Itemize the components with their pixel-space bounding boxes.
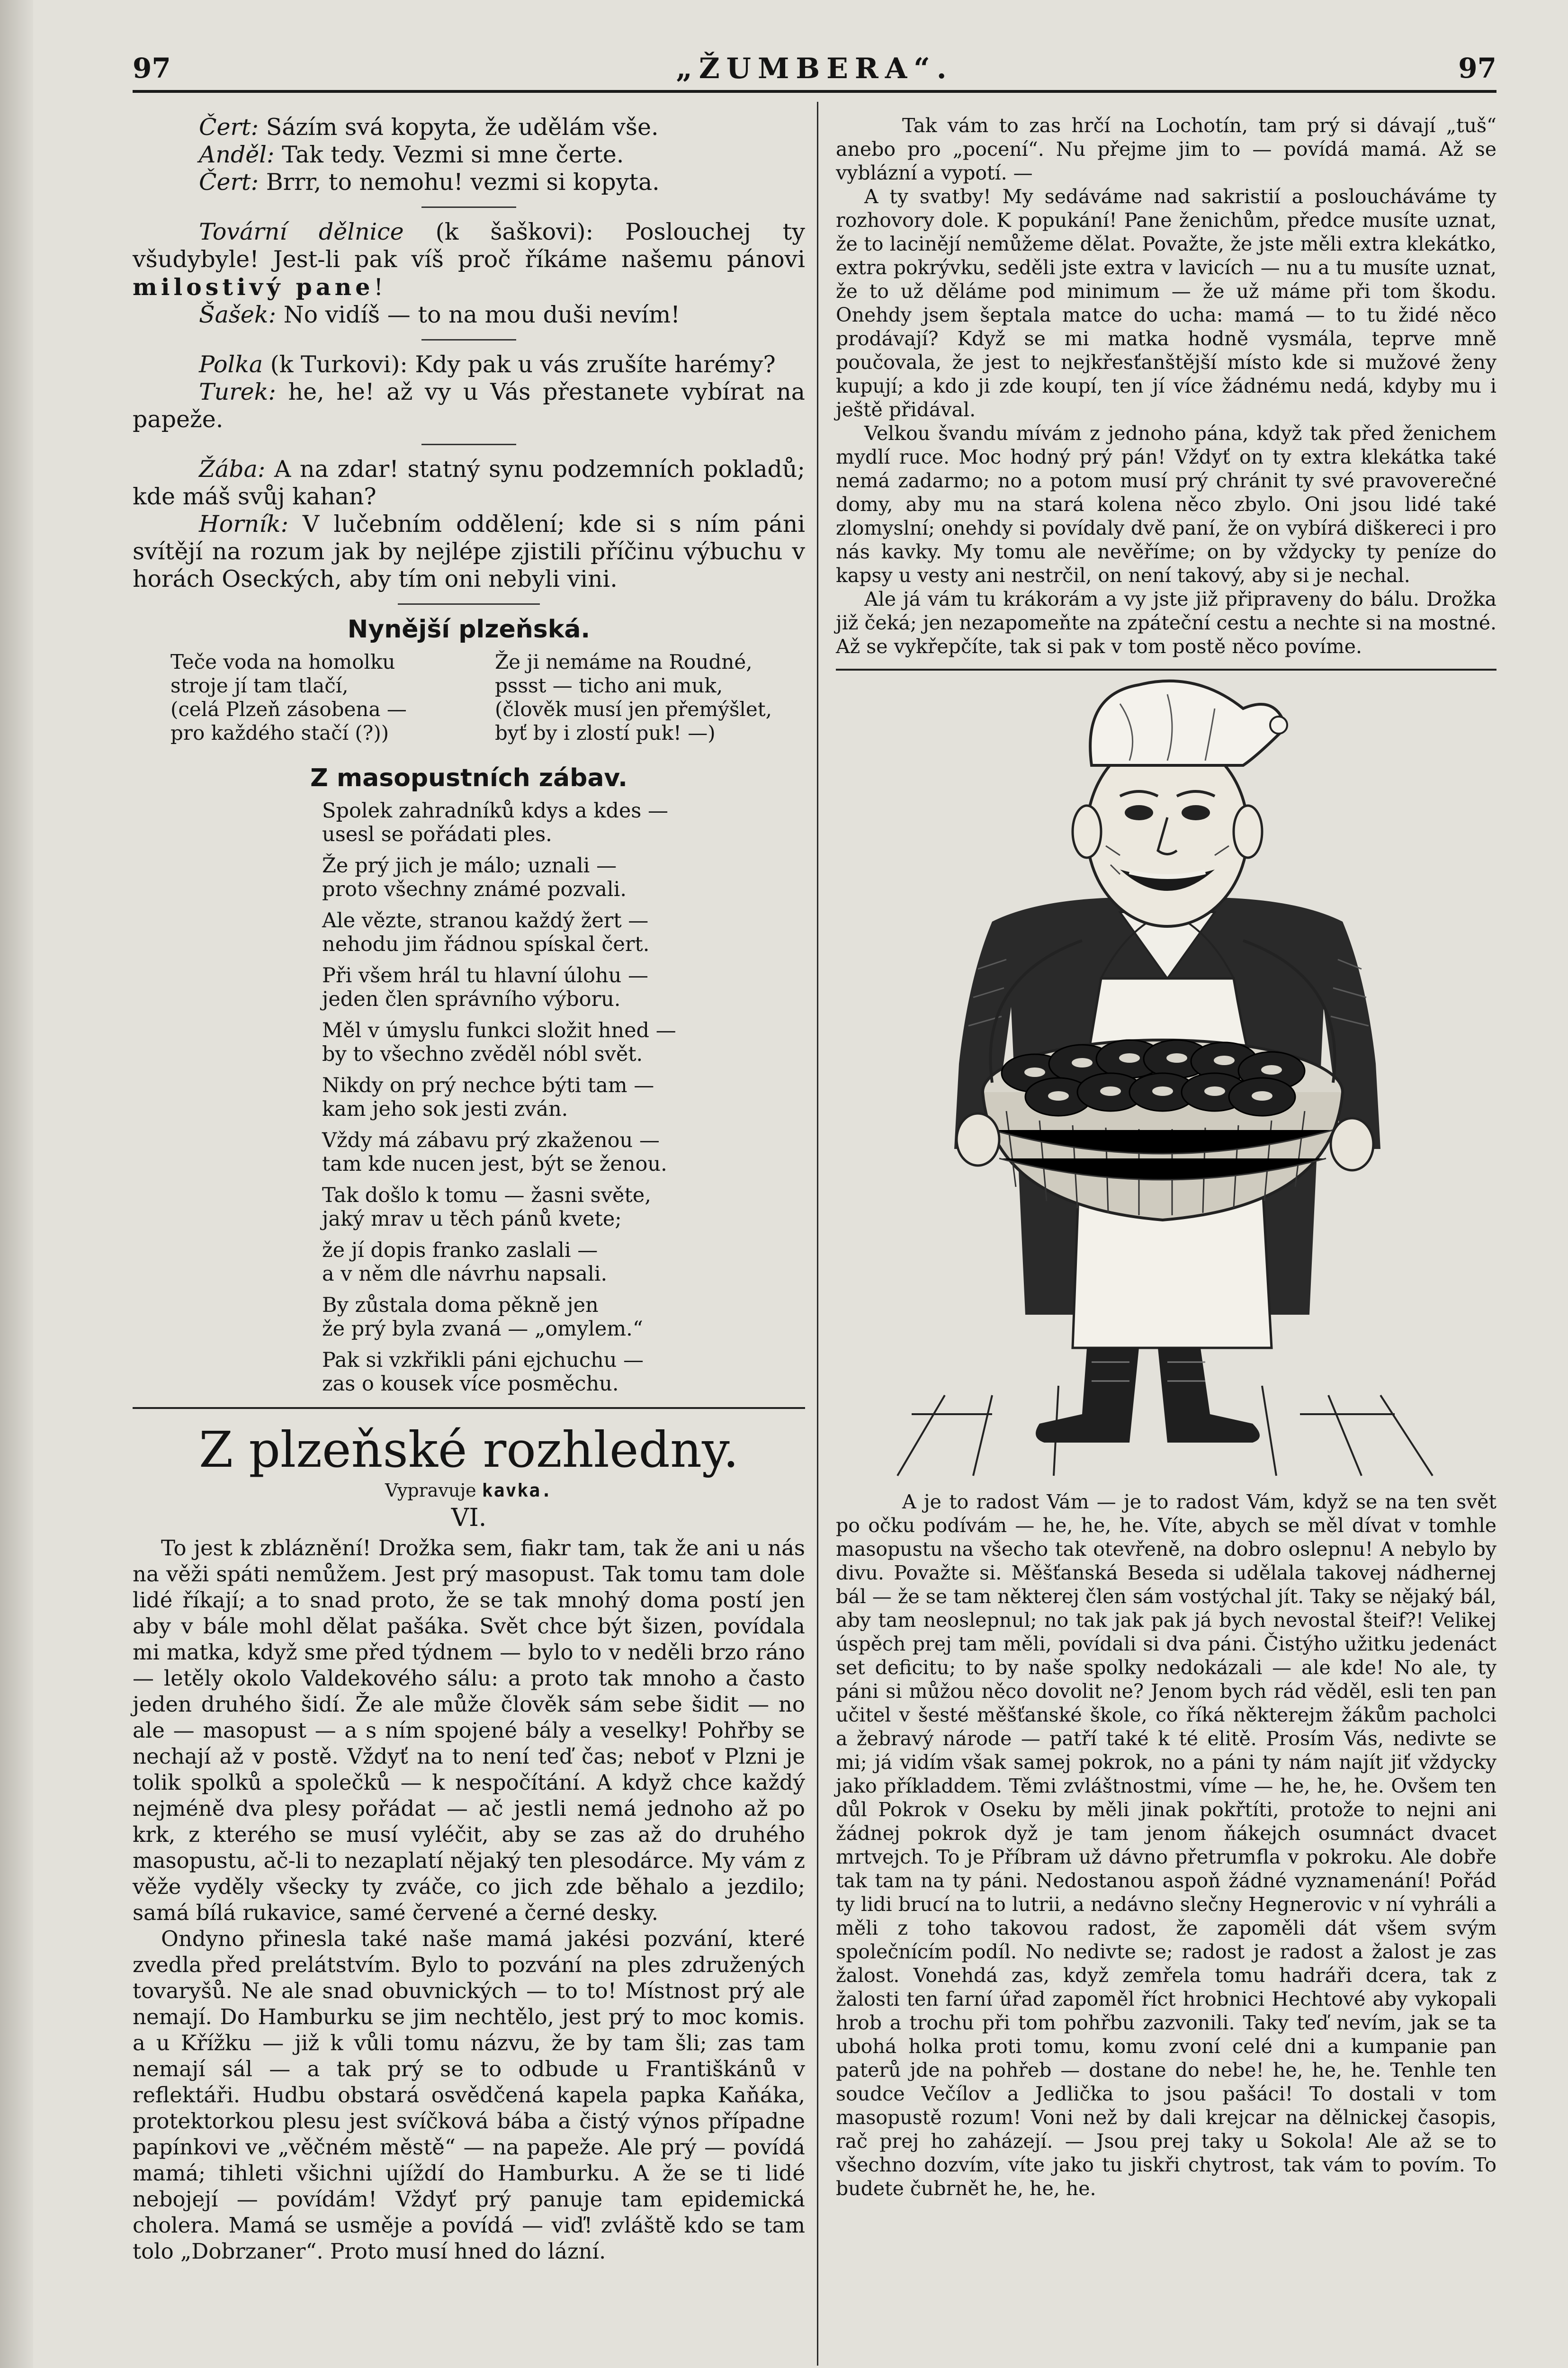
nynejsi-poem (133, 650, 805, 745)
dialogue-line: Čert: Sázím svá kopyta, že udělám vše. (199, 114, 659, 141)
poem-stanza: Vždy má zábavu prý zkaženou — tam kde nucen jest, být se ženou. (322, 1129, 667, 1176)
poem-stanza: Tak došlo k tomu — žasni světe, jaký mrav u těch pánů kvete; (322, 1184, 651, 1231)
dialogue-cert-andel (133, 114, 805, 196)
dialogue-line: Anděl: Tak tedy. Vezmi si mne čerte. (199, 141, 624, 168)
paragraph: A je to radost Vám — je to radost Vám, když se na ten svět po očku podívám — he, he, he. Víte, abych se měl dívat v tomhle masopustu na všecho tak otevřeně, na dobro oslepnu! A nebylo by divu. Považte si. Měšťanská Beseda si udělala takovej nádhernej bál — že se tam některej člen sám vostýchal jít. Taky se nějaký bál, aby tam neoslepnul; no tak jak pak já bych nevostal šteif?! Velikej úspěch prej tam měli, povídali si dva páni. Čistýho užitku jedenáct set deficitu; to by naše spolky nedokázali — ale kde! No ale, ty páni si můžou něco dovolit ne? Jenom bych rád věděl, esli ten pan učitel v šesté měšťanské škole, co říká některejm žákům pacholci a žebravý národe — patří také k té elitě. Prosím Vás, nedivte se mi; já vidím však samej pokrok, no a páni ty nám najít jiť vždycky jako příkladdem. Těmi zvláštnostmi, víme — he, he, he. Ovšem ten důl Pokrok v Oseku by měli jinak pokřtíti, protože to nejni ani žádnej pokrok dyž je tam jenom ňákejch osumnáct dvacet mrtvejch. To je Příbram už dávno přetrumfla v pokroku. Ale dobře tak tam na ty páni. Nedostanou aspoň žádné vyznamenání! Pořád ty lidi brucí na to lutrii, a nedávno slečny Hegnerovic v ní vyhráli a měli z toho takovou radost, že zapoměli dát všem svým společnícím podíl. No nedivte se; radost je radost a žalost je zas žalost. Vonehdá zas, když zemřela tomu hadráři dcera, tak z žalosti ten farní úřad zapoměl říct hrobnici Hechtové aby vykopali hrob a trochu při tom pohřbu zazvonili. Taky teď nevím, jak se ta ubohá holka proti tomu, komu zvoní celé dni a kumpanie pan paterů jde na pohřeb — dostane do nebe! he, he, he. Tenhle ten soudce Večílov a Jedlička to jsou pašáci! To dostali v tom masopustě rozum! Voni než by dali krejcar na dělnickej časopis, rač prej ho zaházejí. — Jsou prej taky u Sokola! Ale až se to všechno dozvím, víte jako tu jiskři chytrost, tak vám to povím. To budete čubrnět he, he, he. (836, 1490, 1496, 2200)
page-number-left: 97 (133, 52, 171, 84)
poem-stanza: Nikdy on prý nechce býti tam — kam jeho sok jesti zván. (322, 1074, 654, 1121)
poem-stanza: Ale vězte, stranou každý žert — nehodu jim řádnou spískal čert. (322, 909, 650, 956)
page-number-right: 97 (1458, 52, 1496, 84)
rozhledna-text (133, 1535, 805, 2264)
paragraph: A ty svatby! My sedáváme nad sakristií a posloucháváme ty rozhovory dole. K popukání! Pane ženichům, předce musíte uznat, že to lacinějí nemůžeme dělat. Považte, že jste měli extra klekátko, extra pokrývku, seděli jste extra v lavicích — nu a tu musíte uznat, že to už děláme pod minimum — že už máme při tom škodu. Onehdy jsem šeptala matce do ucha: mamá — to tu židé něco prodávají? Když se mi matka hodně vysmála, teprve mně poučovala, že jest to nejkřesťanštější místo kde si mužové ženy kupují; a kdo ji zde koupí, ten jí více žádnému nedá, kdyby mu i ještě přidával. (836, 185, 1496, 421)
paragraph: Velkou švandu mívám z jednoho pána, když tak před ženichem mydlí ruce. Moc hodný prý pán! Vždyť on ty extra klekátka také nemá zadarmo; no a potom musí prý chránit ty své pravoverečné domy, aby mu na stará kolena něco zbylo. Oni jsou lidé také zlomyslní; onehdy si povídaly dvě paní, že on vybírá diškereci i pro nás kavky. My tomu ale nevěříme; on by vždycky ty peníze do kapsy u vesty ani nestrčil, on není takový, aby si je nechal. (836, 422, 1496, 587)
poem-stanza-right: Že ji nemáme na Roudné, pssst — ticho ani muk, (člověk musí jen přemýšlet, byť by i zlostí puk! —) (495, 650, 772, 744)
chapter-number: VI. (451, 1504, 487, 1532)
dialogue-sasek: Šašek: No vidíš — to na mou duši nevím! (199, 301, 680, 328)
column-rule (817, 102, 818, 2366)
section-rule (133, 1407, 805, 1409)
paragraph: To jest k zbláznění! Drožka sem, fiakr tam, tak že ani u nás na věži spáti nemůžem. Jest prý masopust. Tak tomu tam dole lidé říkají; a to snad proto, že se tak mnohý doma postí jen aby v bále mohl dělat pašáka. Svět chce být šizen, povídala mi matka, když sme před týdnem — bylo to v neděli brzo ráno — letěly okolo Valdekového sálu: a proto tak mnoho a často jeden druhého šidí. Že ale může člověk sám sebe šidit — no ale — masopust — a s ním spojené bály a veselky! Pohřby se nechají až v postě. Vždyť na to není teď čas; neboť v Plzni je tolik spolků a společků — k nespočítání. A když chce každý nejméně dva plesy pořádat — ač jestli nemá jednoho až po krk, z kterého se musí vyléčit, aby se zas až do druhého masopustu, ač-li to nezaplatí nějaký ten plesodárce. My vám z věže vyděly všecky ty zváče, co jich zde běhalo a jezdilo; samá bílá rukavice, samé červené a černé desky. (133, 1535, 805, 1925)
header-rule (133, 90, 1496, 93)
right-column (836, 114, 1496, 2200)
bagel-vendor-illustration (836, 675, 1496, 1480)
dialogue-turek: Turek: he, he! až vy u Vás přestanete vybírat na papeže. (133, 378, 805, 433)
dialogue-polka: Polka (k Turkovi): Kdy pak u vás zrušíte harémy? (199, 351, 776, 378)
rozhledna-title: Z plzeňské rozhledny. (199, 1421, 739, 1479)
scan-edge (0, 0, 33, 2368)
dialogue-tovarni-delnice: Tovární dělnice (k šaškovi): Poslouchej ty všudybyle! Jest-li pak víš proč říkáme našemu pánovi milostivý pane! (133, 218, 805, 301)
masopust-poem (133, 799, 805, 1396)
poem-stanza: Spolek zahradníků kdys a kdes — usesl se pořádati ples. (322, 799, 669, 846)
masthead-title: „ŽUMBERA“. (676, 52, 953, 85)
paragraph: Ondyno přinesla také naše mamá jakési pozvání, které zvedla před prelátstvím. Bylo to pozvání na ples združených tovaryšů. Ne ale snad obuvnických — to to! Místnost prý ale nemají. Do Hamburku se jim nechtělo, jest prý to moc komis. a u Křížku — již k vůli tomu názvu, že by tam šli; zas tam nemají sál — a tak prý se to odbude u Františkánů v reflektáři. Hudbu obstará osvědčená kapela papka Kaňáka, protektorkou plesu jest svíčková bába a čistý výnos případne papínkovi ve „věčném městě“ — na papeže. Ale prý — povídá mamá; tihleti všichni ujíždí do Hamburku. A že se ti lidé nebojejí — povídám! Vždyť prý panuje tam epidemická cholera. Mamá se usměje a povídá — viď! zvláště kdo se tam tolo „Dobrzaner“. Proto musí hned do lázní. (133, 1926, 805, 2264)
masopust-title: Z masopustních zábav. (310, 764, 627, 792)
poem-stanza: By zůstala doma pěkně jen že prý byla zvaná — „omylem.“ (322, 1293, 643, 1341)
paragraph: Tak vám to zas hrčí na Lochotín, tam prý si dávají „tuš“ anebo pro „pocení“. Nu přejme jim to — povídá mamá. Až se vyblázní a vypotí. — (836, 114, 1496, 184)
poem-stanza-left: Teče voda na homolku stroje jí tam tlačí, (celá Plzeň zásobena — pro každého stačí (?)) (170, 650, 407, 744)
dialogue-line: Čert: Brrr, to nemohu! vezmi si kopyta. (199, 169, 660, 196)
dialogue-hornik: Horník: V lučebním oddělení; kde si s ním páni svítějí na rozum jak by nejlépe zjistili příčinu výbuchu v horách Oseckých, aby tím oni nebyli vini. (133, 511, 805, 592)
poem-stanza: že jí dopis franko zaslali — a v něm dle návrhu napsali. (322, 1238, 608, 1286)
poem-stanza: Pak si vzkřikli páni ejchuchu — zas o kousek více posměchu. (322, 1348, 644, 1396)
nynejsi-title: Nynější plzeňská. (347, 615, 591, 644)
rozhledna-byline: Vypravuje kavka. (385, 1480, 553, 1501)
running-header (133, 52, 1496, 95)
poem-stanza: Při všem hrál tu hlavní úlohu — jeden člen správního výboru. (322, 964, 648, 1011)
separator (398, 603, 540, 605)
paragraph: Ale já vám tu krákorám a vy jste již připraveny do bálu. Drožka již čeká; jen nezapomeňte na zpáteční cestu a nechte si na mostné. Až se vykřepčíte, tak si pak v tom postě něco povíme. (836, 588, 1496, 658)
separator (421, 444, 516, 445)
poem-stanza: Měl v úmyslu funkci složit hned — by to všechno zvěděl nóbl svět. (322, 1019, 676, 1066)
poem-stanza: Že prý jich je málo; uznali — proto všechny známé pozvali. (322, 854, 627, 901)
newspaper-page (38, 0, 1553, 2368)
section-rule (836, 669, 1496, 671)
left-column (133, 114, 805, 2264)
feuilleton-text (836, 1490, 1496, 2200)
rozhledna-continuation (836, 114, 1496, 658)
separator (421, 339, 516, 341)
separator (421, 206, 516, 208)
dialogue-zaba: Žába: A na zdar! statný synu podzemních pokladů; kde máš svůj kahan? (133, 456, 805, 510)
